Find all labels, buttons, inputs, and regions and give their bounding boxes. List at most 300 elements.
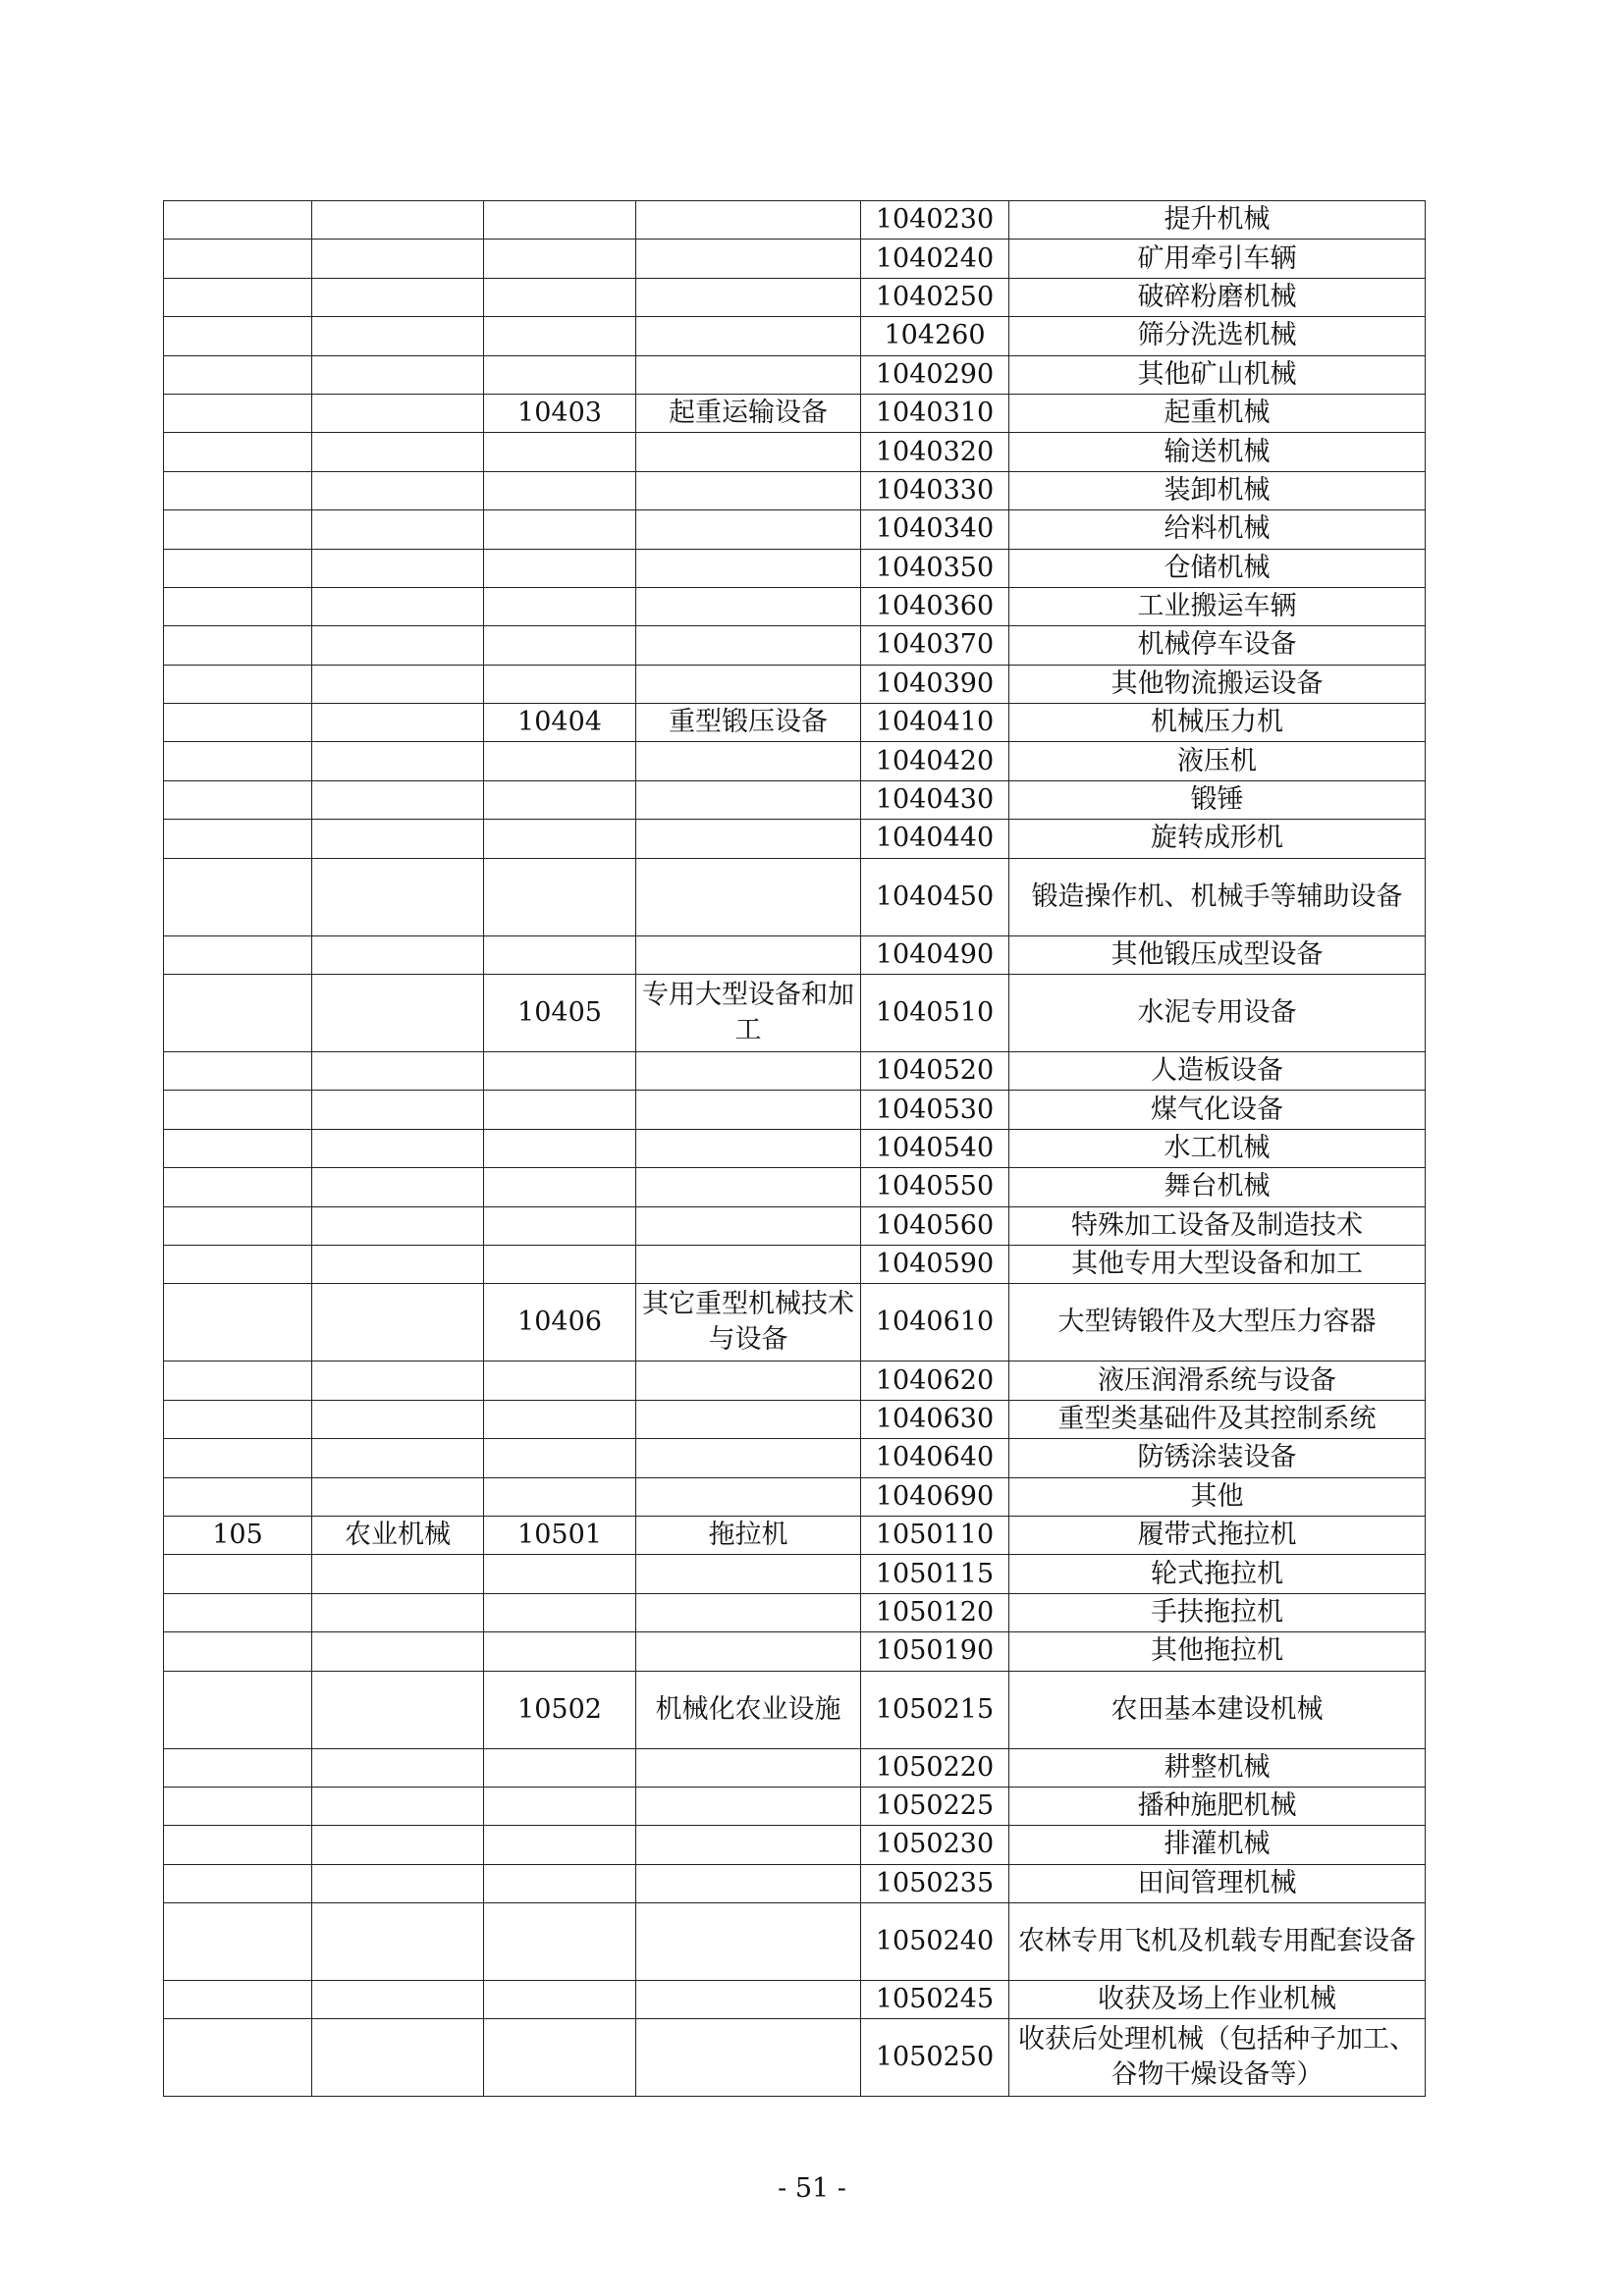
- item-name-cell: 装卸机械: [1009, 471, 1426, 509]
- item-name-cell: 破碎粉磨机械: [1009, 278, 1426, 316]
- category-code-cell: [164, 587, 312, 625]
- category-code-cell: [164, 626, 312, 665]
- subcategory-name-cell: [636, 1477, 861, 1516]
- subcategory-name-cell: [636, 742, 861, 780]
- table-row: [164, 780, 1426, 819]
- item-code-cell: 1040440: [861, 820, 1009, 858]
- subcategory-code-cell: [484, 317, 636, 355]
- subcategory-name-cell: [636, 626, 861, 665]
- item-code-cell: 1040360: [861, 587, 1009, 625]
- table-row: [164, 1168, 1426, 1206]
- category-code-cell: [164, 1903, 312, 1981]
- category-code-cell: [164, 471, 312, 509]
- subcategory-name-cell: [636, 278, 861, 316]
- category-name-cell: [312, 820, 484, 858]
- item-name-cell: 起重机械: [1009, 394, 1426, 432]
- item-code-cell: 1040420: [861, 742, 1009, 780]
- table-row: [164, 1787, 1426, 1825]
- category-code-cell: [164, 935, 312, 974]
- item-code-cell: 1040390: [861, 665, 1009, 703]
- subcategory-code-cell: 10501: [484, 1516, 636, 1554]
- item-name-cell: 锻造操作机、机械手等辅助设备: [1009, 858, 1426, 935]
- subcategory-code-cell: [484, 1748, 636, 1787]
- item-name-cell: 输送机械: [1009, 433, 1426, 471]
- item-name-cell: 收获后处理机械（包括种子加工、谷物干燥设备等）: [1009, 2019, 1426, 2097]
- item-code-cell: 1050190: [861, 1632, 1009, 1671]
- category-code-cell: [164, 780, 312, 819]
- item-name-cell: 水工机械: [1009, 1129, 1426, 1167]
- category-name-cell: [312, 510, 484, 549]
- category-name-cell: [312, 1129, 484, 1167]
- subcategory-name-cell: [636, 587, 861, 625]
- category-name-cell: [312, 1052, 484, 1091]
- subcategory-name-cell: [636, 1981, 861, 2019]
- item-name-cell: 其他锻压成型设备: [1009, 935, 1426, 974]
- page-number: - 51 -: [778, 2173, 846, 2204]
- table-row: [164, 1748, 1426, 1787]
- table-row: [164, 510, 1426, 549]
- subcategory-name-cell: 专用大型设备和加工: [636, 975, 861, 1052]
- table-row: [164, 587, 1426, 625]
- category-name-cell: [312, 587, 484, 625]
- item-code-cell: 1040310: [861, 394, 1009, 432]
- subcategory-code-cell: [484, 1593, 636, 1631]
- category-code-cell: [164, 1129, 312, 1167]
- item-name-cell: 矿用牵引车辆: [1009, 240, 1426, 278]
- table-row: [164, 433, 1426, 471]
- subcategory-code-cell: [484, 1052, 636, 1091]
- item-code-cell: 1040610: [861, 1284, 1009, 1362]
- category-code-cell: [164, 975, 312, 1052]
- subcategory-name-cell: [636, 935, 861, 974]
- category-code-cell: [164, 1245, 312, 1283]
- category-name-cell: [312, 935, 484, 974]
- category-code-cell: [164, 1168, 312, 1206]
- item-name-cell: 人造板设备: [1009, 1052, 1426, 1091]
- subcategory-code-cell: [484, 1168, 636, 1206]
- category-code-cell: [164, 240, 312, 278]
- item-code-cell: 1040350: [861, 549, 1009, 587]
- category-name-cell: [312, 626, 484, 665]
- category-code-cell: [164, 1439, 312, 1477]
- table-row: [164, 1362, 1426, 1400]
- item-name-cell: 其他物流搬运设备: [1009, 665, 1426, 703]
- item-code-cell: 1050115: [861, 1555, 1009, 1593]
- item-name-cell: 给料机械: [1009, 510, 1426, 549]
- subcategory-name-cell: [636, 665, 861, 703]
- subcategory-code-cell: [484, 858, 636, 935]
- subcategory-code-cell: [484, 1245, 636, 1283]
- item-code-cell: 1040230: [861, 201, 1009, 240]
- category-name-cell: [312, 858, 484, 935]
- category-code-cell: [164, 2019, 312, 2097]
- subcategory-code-cell: [484, 1981, 636, 2019]
- subcategory-name-cell: [636, 1439, 861, 1477]
- item-code-cell: 1040530: [861, 1091, 1009, 1129]
- table-row: [164, 742, 1426, 780]
- subcategory-name-cell: 其它重型机械技术与设备: [636, 1284, 861, 1362]
- subcategory-name-cell: [636, 2019, 861, 2097]
- subcategory-name-cell: [636, 355, 861, 394]
- subcategory-code-cell: 10502: [484, 1671, 636, 1748]
- table-row: [164, 975, 1426, 1052]
- subcategory-code-cell: [484, 1362, 636, 1400]
- item-name-cell: 液压润滑系统与设备: [1009, 1362, 1426, 1400]
- item-name-cell: 旋转成形机: [1009, 820, 1426, 858]
- category-name-cell: [312, 433, 484, 471]
- category-code-cell: [164, 742, 312, 780]
- table-row: [164, 549, 1426, 587]
- item-code-cell: 1040250: [861, 278, 1009, 316]
- table-row: [164, 1593, 1426, 1631]
- category-name-cell: [312, 1593, 484, 1631]
- category-code-cell: [164, 1362, 312, 1400]
- category-name-cell: [312, 394, 484, 432]
- table-row: [164, 1903, 1426, 1981]
- subcategory-code-cell: [484, 935, 636, 974]
- category-name-cell: [312, 278, 484, 316]
- subcategory-code-cell: [484, 626, 636, 665]
- item-name-cell: 手扶拖拉机: [1009, 1593, 1426, 1631]
- table-row: [164, 2019, 1426, 2097]
- category-code-cell: [164, 1593, 312, 1631]
- table-row: [164, 1206, 1426, 1245]
- category-code-cell: [164, 201, 312, 240]
- subcategory-name-cell: 拖拉机: [636, 1516, 861, 1554]
- item-name-cell: 田间管理机械: [1009, 1864, 1426, 1902]
- category-code-cell: [164, 1284, 312, 1362]
- category-code-cell: [164, 317, 312, 355]
- category-name-cell: [312, 549, 484, 587]
- table-row: [164, 1439, 1426, 1477]
- category-code-cell: [164, 665, 312, 703]
- table-row: [164, 858, 1426, 935]
- table-row: [164, 1555, 1426, 1593]
- category-name-cell: [312, 2019, 484, 2097]
- item-code-cell: 1040640: [861, 1439, 1009, 1477]
- category-name-cell: [312, 1671, 484, 1748]
- item-name-cell: 机械压力机: [1009, 704, 1426, 742]
- item-name-cell: 提升机械: [1009, 201, 1426, 240]
- item-name-cell: 其他: [1009, 1477, 1426, 1516]
- item-name-cell: 履带式拖拉机: [1009, 1516, 1426, 1554]
- subcategory-code-cell: [484, 433, 636, 471]
- category-name-cell: [312, 975, 484, 1052]
- item-code-cell: 1040510: [861, 975, 1009, 1052]
- category-code-cell: [164, 510, 312, 549]
- category-name-cell: [312, 240, 484, 278]
- table-row: [164, 1632, 1426, 1671]
- category-name-cell: [312, 317, 484, 355]
- category-code-cell: [164, 1555, 312, 1593]
- category-code-cell: [164, 1091, 312, 1129]
- item-code-cell: 1040550: [861, 1168, 1009, 1206]
- subcategory-name-cell: [636, 858, 861, 935]
- category-code-cell: [164, 1826, 312, 1864]
- category-name-cell: [312, 1555, 484, 1593]
- item-code-cell: 1050225: [861, 1787, 1009, 1825]
- item-name-cell: 煤气化设备: [1009, 1091, 1426, 1129]
- subcategory-name-cell: [636, 1593, 861, 1631]
- item-code-cell: 1050120: [861, 1593, 1009, 1631]
- category-code-cell: [164, 1052, 312, 1091]
- table-row: [164, 665, 1426, 703]
- category-code-cell: [164, 1632, 312, 1671]
- subcategory-code-cell: [484, 1129, 636, 1167]
- category-name-cell: [312, 1284, 484, 1362]
- subcategory-code-cell: [484, 1555, 636, 1593]
- item-name-cell: 其他专用大型设备和加工: [1009, 1245, 1426, 1283]
- table-row: [164, 471, 1426, 509]
- category-name-cell: [312, 1864, 484, 1902]
- category-name-cell: [312, 1903, 484, 1981]
- item-name-cell: 重型类基础件及其控制系统: [1009, 1400, 1426, 1438]
- item-code-cell: 1040490: [861, 935, 1009, 974]
- subcategory-code-cell: [484, 1787, 636, 1825]
- item-name-cell: 耕整机械: [1009, 1748, 1426, 1787]
- item-code-cell: 1040620: [861, 1362, 1009, 1400]
- category-code-cell: [164, 1864, 312, 1902]
- item-code-cell: 1040560: [861, 1206, 1009, 1245]
- category-name-cell: [312, 471, 484, 509]
- table-row: [164, 394, 1426, 432]
- category-code-cell: [164, 1206, 312, 1245]
- category-name-cell: [312, 1632, 484, 1671]
- table-row: [164, 704, 1426, 742]
- subcategory-code-cell: [484, 240, 636, 278]
- subcategory-name-cell: [636, 549, 861, 587]
- subcategory-name-cell: [636, 1206, 861, 1245]
- table-row: [164, 1826, 1426, 1864]
- item-name-cell: 液压机: [1009, 742, 1426, 780]
- item-name-cell: 仓储机械: [1009, 549, 1426, 587]
- item-code-cell: 1040320: [861, 433, 1009, 471]
- table-row: [164, 626, 1426, 665]
- category-code-cell: [164, 1400, 312, 1438]
- item-name-cell: 播种施肥机械: [1009, 1787, 1426, 1825]
- subcategory-code-cell: [484, 1400, 636, 1438]
- subcategory-code-cell: [484, 780, 636, 819]
- subcategory-code-cell: [484, 820, 636, 858]
- item-name-cell: 其他矿山机械: [1009, 355, 1426, 394]
- category-code-cell: [164, 549, 312, 587]
- table-row: [164, 1864, 1426, 1902]
- category-code-cell: [164, 1981, 312, 2019]
- item-code-cell: 1040590: [861, 1245, 1009, 1283]
- subcategory-name-cell: [636, 1748, 861, 1787]
- item-name-cell: 收获及场上作业机械: [1009, 1981, 1426, 2019]
- item-name-cell: 农田基本建设机械: [1009, 1671, 1426, 1748]
- subcategory-code-cell: [484, 742, 636, 780]
- subcategory-name-cell: [636, 433, 861, 471]
- category-name-cell: [312, 1748, 484, 1787]
- subcategory-code-cell: 10406: [484, 1284, 636, 1362]
- category-name-cell: [312, 1168, 484, 1206]
- subcategory-name-cell: [636, 317, 861, 355]
- table-row: [164, 278, 1426, 316]
- subcategory-name-cell: 重型锻压设备: [636, 704, 861, 742]
- category-name-cell: [312, 1477, 484, 1516]
- table-row: [164, 1516, 1426, 1554]
- subcategory-name-cell: [636, 1245, 861, 1283]
- category-name-cell: [312, 1400, 484, 1438]
- category-code-cell: [164, 278, 312, 316]
- subcategory-code-cell: [484, 587, 636, 625]
- item-code-cell: 104260: [861, 317, 1009, 355]
- subcategory-code-cell: [484, 471, 636, 509]
- subcategory-code-cell: 10404: [484, 704, 636, 742]
- subcategory-name-cell: [636, 1632, 861, 1671]
- subcategory-code-cell: 10405: [484, 975, 636, 1052]
- item-name-cell: 机械停车设备: [1009, 626, 1426, 665]
- category-name-cell: [312, 1826, 484, 1864]
- subcategory-code-cell: [484, 1091, 636, 1129]
- item-name-cell: 排灌机械: [1009, 1826, 1426, 1864]
- subcategory-code-cell: 10403: [484, 394, 636, 432]
- category-code-cell: 105: [164, 1516, 312, 1554]
- subcategory-code-cell: [484, 355, 636, 394]
- subcategory-name-cell: [636, 1091, 861, 1129]
- category-name-cell: [312, 780, 484, 819]
- category-name-cell: [312, 1362, 484, 1400]
- table-row: [164, 1129, 1426, 1167]
- item-code-cell: 1040630: [861, 1400, 1009, 1438]
- item-code-cell: 1050240: [861, 1903, 1009, 1981]
- item-code-cell: 1050245: [861, 1981, 1009, 2019]
- item-name-cell: 水泥专用设备: [1009, 975, 1426, 1052]
- category-name-cell: [312, 1091, 484, 1129]
- subcategory-code-cell: [484, 510, 636, 549]
- category-code-cell: [164, 1787, 312, 1825]
- item-name-cell: 特殊加工设备及制造技术: [1009, 1206, 1426, 1245]
- subcategory-name-cell: [636, 510, 861, 549]
- subcategory-code-cell: [484, 1477, 636, 1516]
- subcategory-name-cell: [636, 1555, 861, 1593]
- subcategory-name-cell: [636, 820, 861, 858]
- item-name-cell: 大型铸锻件及大型压力容器: [1009, 1284, 1426, 1362]
- subcategory-code-cell: [484, 2019, 636, 2097]
- item-name-cell: 防锈涂装设备: [1009, 1439, 1426, 1477]
- table-row: [164, 1671, 1426, 1748]
- category-code-cell: [164, 858, 312, 935]
- category-name-cell: [312, 742, 484, 780]
- subcategory-name-cell: [636, 1903, 861, 1981]
- category-name-cell: [312, 1439, 484, 1477]
- category-name-cell: [312, 1787, 484, 1825]
- table-row: [164, 820, 1426, 858]
- table-row: [164, 1052, 1426, 1091]
- item-code-cell: 1040340: [861, 510, 1009, 549]
- item-code-cell: 1050110: [861, 1516, 1009, 1554]
- item-code-cell: 1050230: [861, 1826, 1009, 1864]
- table-row: [164, 1400, 1426, 1438]
- table-row: [164, 201, 1426, 240]
- table-row: [164, 1477, 1426, 1516]
- item-code-cell: 1040430: [861, 780, 1009, 819]
- category-name-cell: [312, 1206, 484, 1245]
- subcategory-code-cell: [484, 1632, 636, 1671]
- item-code-cell: 1040520: [861, 1052, 1009, 1091]
- category-code-cell: [164, 1477, 312, 1516]
- subcategory-code-cell: [484, 1864, 636, 1902]
- table-row: [164, 355, 1426, 394]
- item-code-cell: 1040540: [861, 1129, 1009, 1167]
- table-row: [164, 1981, 1426, 2019]
- category-code-cell: [164, 1748, 312, 1787]
- subcategory-code-cell: [484, 665, 636, 703]
- category-name-cell: [312, 355, 484, 394]
- subcategory-name-cell: [636, 1826, 861, 1864]
- category-code-cell: [164, 355, 312, 394]
- item-name-cell: 工业搬运车辆: [1009, 587, 1426, 625]
- category-code-cell: [164, 433, 312, 471]
- subcategory-name-cell: [636, 471, 861, 509]
- subcategory-name-cell: [636, 780, 861, 819]
- item-name-cell: 锻锤: [1009, 780, 1426, 819]
- table-row: [164, 240, 1426, 278]
- subcategory-name-cell: [636, 1168, 861, 1206]
- subcategory-code-cell: [484, 278, 636, 316]
- item-code-cell: 1050235: [861, 1864, 1009, 1902]
- category-code-cell: [164, 1671, 312, 1748]
- category-code-cell: [164, 704, 312, 742]
- table-row: [164, 1091, 1426, 1129]
- category-name-cell: [312, 201, 484, 240]
- item-code-cell: 1050250: [861, 2019, 1009, 2097]
- subcategory-code-cell: [484, 1206, 636, 1245]
- subcategory-name-cell: [636, 1787, 861, 1825]
- item-code-cell: 1040690: [861, 1477, 1009, 1516]
- item-code-cell: 1040410: [861, 704, 1009, 742]
- category-name-cell: [312, 1981, 484, 2019]
- item-code-cell: 1050220: [861, 1748, 1009, 1787]
- item-name-cell: 轮式拖拉机: [1009, 1555, 1426, 1593]
- item-code-cell: 1040450: [861, 858, 1009, 935]
- category-name-cell: [312, 704, 484, 742]
- subcategory-name-cell: [636, 1362, 861, 1400]
- category-code-cell: [164, 820, 312, 858]
- subcategory-name-cell: 起重运输设备: [636, 394, 861, 432]
- category-name-cell: 农业机械: [312, 1516, 484, 1554]
- subcategory-name-cell: [636, 1864, 861, 1902]
- item-code-cell: 1040330: [861, 471, 1009, 509]
- table-row: [164, 935, 1426, 974]
- item-code-cell: 1050215: [861, 1671, 1009, 1748]
- subcategory-name-cell: [636, 201, 861, 240]
- item-name-cell: 其他拖拉机: [1009, 1632, 1426, 1671]
- category-name-cell: [312, 1245, 484, 1283]
- item-code-cell: 1040370: [861, 626, 1009, 665]
- subcategory-code-cell: [484, 1903, 636, 1981]
- subcategory-name-cell: [636, 1052, 861, 1091]
- classification-table: [163, 200, 1426, 2097]
- table-row: [164, 1245, 1426, 1283]
- item-code-cell: 1040240: [861, 240, 1009, 278]
- subcategory-code-cell: [484, 549, 636, 587]
- category-code-cell: [164, 394, 312, 432]
- category-name-cell: [312, 665, 484, 703]
- subcategory-name-cell: [636, 1129, 861, 1167]
- table-row: [164, 1284, 1426, 1362]
- item-name-cell: 农林专用飞机及机载专用配套设备: [1009, 1903, 1426, 1981]
- subcategory-name-cell: 机械化农业设施: [636, 1671, 861, 1748]
- subcategory-name-cell: [636, 1400, 861, 1438]
- item-name-cell: 舞台机械: [1009, 1168, 1426, 1206]
- item-code-cell: 1040290: [861, 355, 1009, 394]
- table-body: [164, 201, 1426, 2097]
- subcategory-code-cell: [484, 201, 636, 240]
- subcategory-code-cell: [484, 1826, 636, 1864]
